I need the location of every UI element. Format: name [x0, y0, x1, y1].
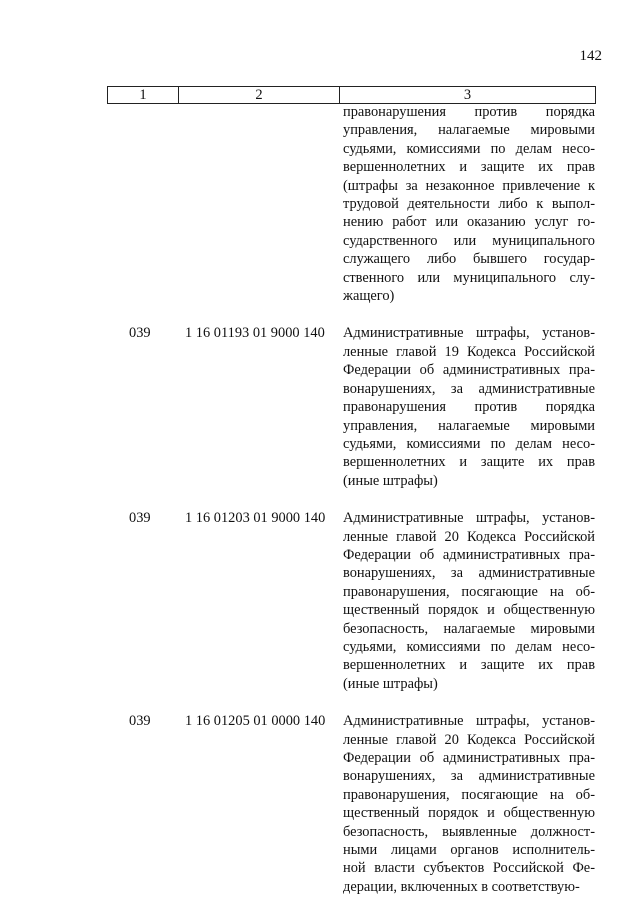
description-line: ными лицами органов исполнитель- — [343, 842, 595, 859]
description-line: ленные главой 19 Кодекса Российской — [343, 343, 595, 360]
description-line: управления, налагаемые мировыми — [343, 417, 595, 434]
description-line: вершеннолетних и защите их прав — [343, 159, 595, 176]
table-row — [107, 712, 596, 896]
description-line: (иные штрафы) — [343, 472, 438, 489]
description-line: (иные штрафы) — [343, 675, 438, 692]
continuation-row — [107, 103, 596, 305]
description-line: безопасность, выявленные должност- — [343, 823, 595, 840]
description-line: судьями, комиссиями по делам несо- — [343, 140, 595, 157]
table-header — [107, 86, 596, 104]
description-line: Федерации об административных пра- — [343, 546, 595, 563]
column-header-1: 1 — [108, 87, 179, 104]
description-line: сударственного или муниципального — [343, 232, 595, 249]
budget-classification-code: 1 16 01205 01 0000 140 — [185, 713, 326, 730]
description-line: правонарушения против порядка — [343, 399, 595, 416]
description-line: щественный порядок и общественную — [343, 805, 595, 822]
budget-classification-code: 1 16 01193 01 9000 140 — [185, 325, 325, 342]
column-header-3: 3 — [340, 87, 596, 104]
column-header-2: 2 — [179, 87, 340, 104]
description-line: жащего) — [343, 288, 395, 305]
description-line: Административные штрафы, установ- — [343, 325, 595, 342]
description-line: Административные штрафы, установ- — [343, 713, 595, 730]
description-line: Федерации об административных пра- — [343, 750, 595, 766]
description-line: вершеннолетних и защите их прав — [343, 454, 595, 471]
description-line: управления, налагаемые мировыми — [343, 122, 595, 139]
description-line: безопасность, налагаемые мировыми — [343, 620, 595, 637]
description-line: ственного или муниципального слу- — [343, 269, 595, 286]
description-line: правонарушения против порядка — [343, 104, 595, 120]
budget-classification-code: 1 16 01203 01 9000 140 — [185, 510, 326, 527]
description-line: Административные штрафы, установ- — [343, 510, 595, 527]
description-line: ной власти субъектов Российской Фе- — [343, 860, 595, 877]
description-line: щественный порядок и общественную — [343, 602, 595, 619]
continuation-description — [343, 103, 595, 305]
description-line: Федерации об административных пра- — [343, 362, 595, 379]
row-description — [343, 712, 595, 896]
description-line: ленные главой 20 Кодекса Российской — [343, 731, 595, 748]
description-line: нению работ или оказанию услуг го- — [343, 214, 595, 231]
admin-code: 039 — [129, 325, 151, 342]
table-row — [107, 324, 596, 490]
description-line: вершеннолетних и защите их прав — [343, 657, 595, 674]
description-line: правонарушения, посягающие на об- — [343, 786, 595, 803]
table-body — [107, 103, 596, 896]
description-line: ленные главой 20 Кодекса Российской — [343, 528, 595, 545]
description-line: судьями, комиссиями по делам несо- — [343, 638, 595, 655]
description-line: служащего либо бывшего государ- — [343, 251, 595, 268]
description-line: дерации, включенных в соответствую- — [343, 878, 580, 895]
admin-code: 039 — [129, 510, 151, 527]
row-description — [343, 509, 595, 693]
description-line: вонарушениях, за административные — [343, 565, 595, 582]
description-line: вонарушениях, за административные — [343, 380, 595, 397]
row-description — [343, 324, 595, 490]
admin-code: 039 — [129, 713, 151, 730]
description-line: вонарушениях, за административные — [343, 768, 595, 785]
description-line: (штрафы за незаконное привлечение к — [343, 177, 595, 194]
description-line: судьями, комиссиями по делам несо- — [343, 435, 595, 452]
description-line: трудовой деятельности либо к выпол- — [343, 196, 595, 213]
table-row — [107, 509, 596, 693]
description-line: правонарушения, посягающие на об- — [343, 583, 595, 600]
page-number: 142 — [579, 48, 602, 64]
